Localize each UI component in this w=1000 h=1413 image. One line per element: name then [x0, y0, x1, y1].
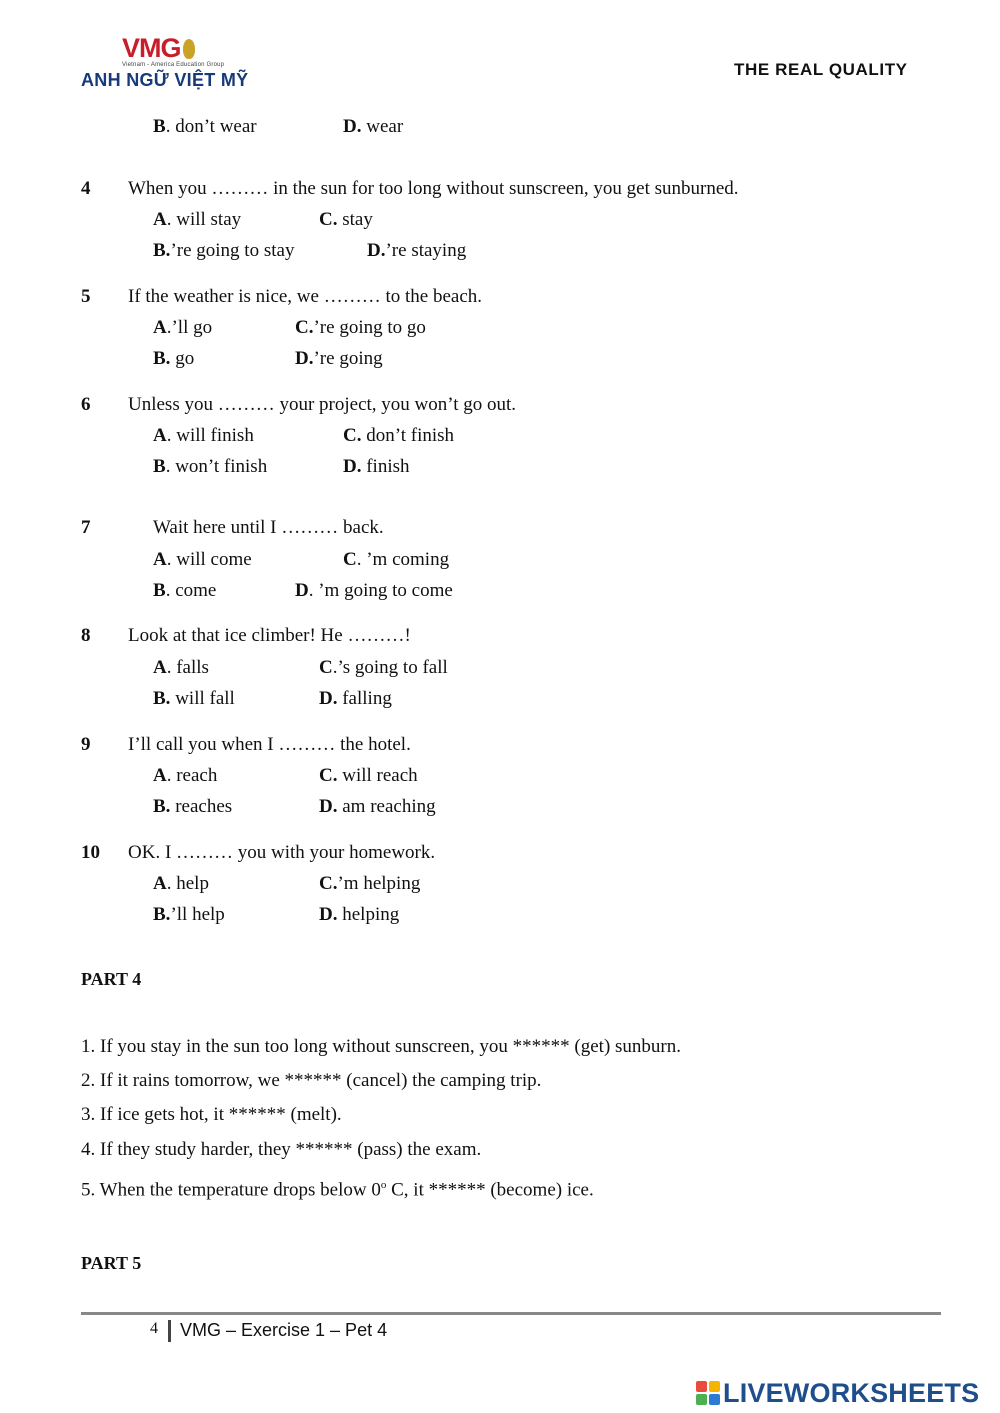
option-a: A. will stay — [153, 209, 242, 230]
question-number: 10 — [81, 842, 100, 863]
option-b: B.’ll help — [153, 904, 225, 925]
option-b: B. go — [153, 348, 195, 369]
option-a: A. help — [153, 873, 209, 894]
question-number: 8 — [81, 625, 91, 646]
option-c: C. ’m coming — [343, 549, 450, 570]
option-d: D.’re staying — [367, 240, 467, 261]
vmg-logo — [122, 34, 195, 62]
option-a: A. reach — [153, 765, 218, 786]
logo-text: VMG — [122, 33, 181, 63]
q3-option-d: D. wear — [343, 116, 404, 137]
brand-name: ANH NGỮ VIỆT MỸ — [81, 70, 249, 90]
option-a: A. will come — [153, 549, 252, 570]
logo-mark-icon — [183, 39, 195, 59]
part4-item: 5. When the temperature drops below 0$^o$ C, it ****** (become) ice. — [81, 1179, 594, 1201]
option-c: C.’m helping — [319, 873, 421, 894]
question-number: 7 — [81, 517, 91, 538]
liveworksheets-logo-icon — [696, 1381, 720, 1405]
option-d: D. ’m going to come — [295, 580, 453, 601]
option-a: A. falls — [153, 657, 209, 678]
question-stem: Look at that ice climber! He ………! — [128, 625, 411, 646]
question-number: 4 — [81, 178, 91, 199]
question-number: 9 — [81, 734, 91, 755]
question-stem: Unless you ……… your project, you won’t go out. — [128, 394, 517, 415]
option-b: B. won’t finish — [153, 456, 268, 477]
footer-separator — [168, 1320, 171, 1342]
page-number: 4 — [150, 1320, 158, 1337]
option-d: D. finish — [343, 456, 410, 477]
option-b: B.’re going to stay — [153, 240, 295, 261]
question-stem: Wait here until I ……… back. — [153, 517, 384, 538]
header-slogan: THE REAL QUALITY — [734, 60, 908, 79]
question-stem: OK. I ……… you with your homework. — [128, 842, 436, 863]
question-stem: When you ……… in the sun for too long without sunscreen, you get sunburned. — [128, 178, 739, 199]
option-c: C. will reach — [319, 765, 418, 786]
footer-title: VMG – Exercise 1 – Pet 4 — [180, 1320, 388, 1340]
part4-item: 3. If ice gets hot, it ****** (melt). — [81, 1104, 342, 1125]
option-d: D.’re going — [295, 348, 383, 369]
option-a: A.’ll go — [153, 317, 213, 338]
option-c: C. don’t finish — [343, 425, 455, 446]
logo-tagline: Vietnam - America Education Group — [122, 62, 225, 68]
part5-heading: PART 5 — [81, 1253, 142, 1273]
question-stem: If the weather is nice, we ……… to the beach. — [128, 286, 483, 307]
part4-heading: PART 4 — [81, 969, 142, 989]
part4-item: 4. If they study harder, they ****** (pass) the exam. — [81, 1139, 482, 1160]
option-d: D. falling — [319, 688, 392, 709]
question-stem: I’ll call you when I ……… the hotel. — [128, 734, 411, 755]
option-c: C.’s going to fall — [319, 657, 448, 678]
option-c: C. stay — [319, 209, 373, 230]
question-number: 6 — [81, 394, 91, 415]
q3-option-b: B. don’t wear — [153, 116, 257, 137]
option-a: A. will finish — [153, 425, 254, 446]
option-b: B. will fall — [153, 688, 235, 709]
question-number: 5 — [81, 286, 91, 307]
footer-divider — [81, 1312, 941, 1315]
option-d: D. helping — [319, 904, 400, 925]
option-c: C.’re going to go — [295, 317, 426, 338]
option-b: B. come — [153, 580, 217, 601]
part4-item: 2. If it rains tomorrow, we ****** (cancel) the camping trip. — [81, 1070, 542, 1091]
option-d: D. am reaching — [319, 796, 436, 817]
liveworksheets-watermark — [696, 1375, 979, 1411]
watermark-text: LIVEWORKSHEETS — [723, 1377, 980, 1408]
part4-item: 1. If you stay in the sun too long without sunscreen, you ****** (get) sunburn. — [81, 1036, 682, 1057]
option-b: B. reaches — [153, 796, 233, 817]
